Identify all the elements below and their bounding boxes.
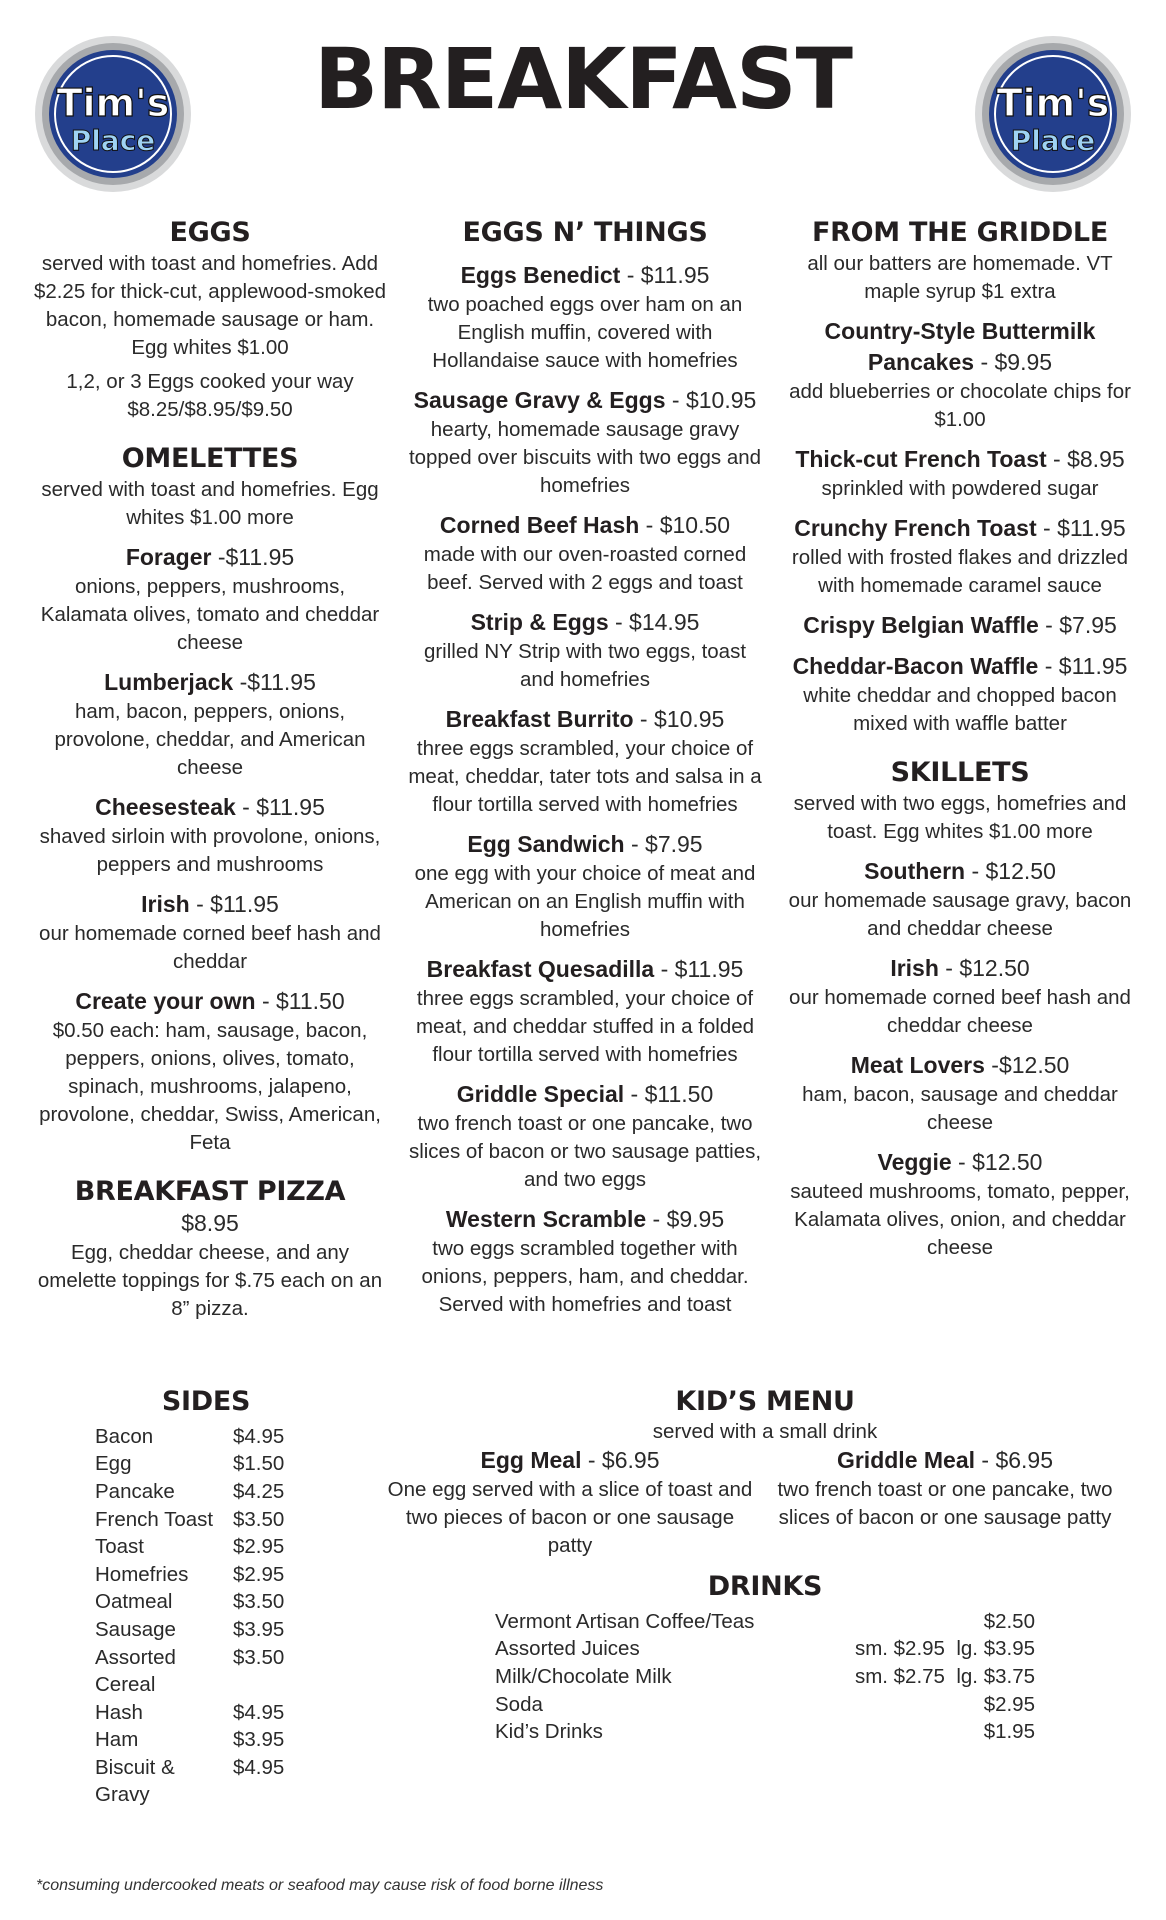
menu-item-name: Thick-cut French Toast — [795, 445, 1047, 472]
side-item-price: $3.50 — [233, 1645, 285, 1669]
side-item — [95, 1533, 325, 1561]
menu-item-price: - $7.95 — [624, 830, 703, 857]
menu-item — [780, 316, 1140, 434]
side-item — [95, 1754, 325, 1809]
menu-item-description: two french toast or one pancake, two slices of bacon or two sausage patties, and two eggs — [408, 1111, 762, 1191]
menu-item-price: - $11.95 — [620, 261, 710, 288]
menu-item-price: - $6.95 — [975, 1446, 1054, 1473]
menu-item-title — [405, 607, 765, 638]
menu-item-name: Corned Beef Hash — [439, 511, 640, 538]
menu-item-title — [30, 542, 390, 573]
menu-item-description: $0.50 each: ham, sausage, bacon, peppers, onions, olives, tomato, spinach, mushrooms, jalapeno, provolone, cheddar, Swiss, American, Feta — [39, 1018, 381, 1154]
menu-item-description: our homemade corned beef hash and cheddar cheese — [789, 985, 1131, 1037]
menu-item-title — [780, 444, 1140, 475]
menu-item-title — [780, 1147, 1140, 1178]
kids-subtitle: served with a small drink — [652, 1419, 878, 1443]
menu-item-price: - $11.95 — [1036, 514, 1126, 541]
menu-item — [780, 513, 1140, 600]
menu-item-title — [405, 954, 765, 985]
kids-menu-item — [385, 1445, 755, 1560]
page-title: BREAKFAST — [314, 30, 852, 128]
side-item-name: Oatmeal — [95, 1590, 173, 1614]
menu-item-title — [780, 1050, 1140, 1081]
menu-item-name: Create your own — [75, 987, 256, 1014]
menu-item-title — [30, 667, 390, 698]
menu-item — [30, 889, 390, 976]
side-item — [95, 1726, 325, 1754]
drink-item-price: sm. $2.95 lg. $3.95 — [854, 1637, 1035, 1661]
side-item-name: Homefries — [95, 1562, 189, 1586]
column-eggs-omelettes — [30, 216, 390, 1323]
menu-item-name: Eggs Benedict — [460, 261, 621, 288]
menu-item-name: Breakfast Quesadilla — [426, 955, 655, 982]
menu-item-price: - $10.95 — [633, 705, 725, 732]
menu-item — [780, 953, 1140, 1040]
svg-text:Tim's: Tim's — [56, 81, 170, 125]
menu-item-price: - $11.95 — [654, 955, 744, 982]
drink-item — [495, 1691, 1035, 1719]
menu-item-title — [780, 513, 1140, 544]
eggs-note: 1,2, or 3 Eggs cooked your way — [66, 369, 354, 393]
side-item — [95, 1423, 325, 1451]
menu-item-price: - $11.50 — [255, 987, 345, 1014]
menu-item — [780, 856, 1140, 943]
svg-text:Tim's: Tim's — [996, 81, 1110, 125]
side-item-name: Bacon — [95, 1424, 154, 1448]
menu-item-price: - $12.50 — [951, 1148, 1043, 1175]
drink-item — [495, 1718, 1035, 1746]
menu-item — [780, 1050, 1140, 1137]
menu-item — [780, 444, 1140, 503]
side-item — [95, 1616, 325, 1644]
menu-item-name: Western Scramble — [445, 1205, 647, 1232]
side-item-name: Biscuit & Gravy — [95, 1755, 175, 1807]
menu-item-title — [405, 1204, 765, 1235]
drink-item-price: $2.95 — [983, 1692, 1035, 1716]
drink-item-name: Assorted Juices — [495, 1637, 640, 1661]
menu-item-name: Breakfast Burrito — [445, 705, 634, 732]
menu-item-description: shaved sirloin with provolone, onions, peppers and mushrooms — [39, 824, 381, 876]
side-item-price: $4.25 — [233, 1479, 285, 1503]
menu-item-title — [405, 260, 765, 291]
side-item-price: $2.95 — [233, 1562, 285, 1586]
menu-item-name: Griddle Meal — [836, 1446, 976, 1473]
eggs-description: served with toast and homefries. Add $2.25 for thick-cut, applewood-smoked bacon, homemade sausage or ham. Egg whites $1.00 — [33, 251, 387, 359]
side-item — [95, 1478, 325, 1506]
menu-item-title — [780, 316, 1140, 378]
section-heading-sides: SIDES — [161, 1386, 251, 1417]
drink-item-price: $1.95 — [983, 1720, 1035, 1744]
menu-item-title — [30, 792, 390, 823]
menu-item-name: Irish — [890, 954, 939, 981]
menu-item-description: our homemade sausage gravy, bacon and cheddar cheese — [788, 888, 1132, 940]
menu-item — [405, 385, 765, 500]
menu-item-description: two poached eggs over ham on an English muffin, covered with Hollandaise sauce with homefries — [427, 292, 743, 372]
side-item-price: $2.95 — [233, 1535, 285, 1559]
side-item-name: Egg — [95, 1452, 132, 1476]
menu-item-price: -$11.95 — [211, 543, 295, 570]
side-item-price: $3.95 — [233, 1728, 285, 1752]
menu-item-price: - $10.95 — [665, 386, 757, 413]
drinks-section — [495, 1570, 1035, 1746]
menu-item-price: - $10.50 — [639, 511, 731, 538]
side-item-name: Pancake — [95, 1479, 175, 1503]
menu-item — [405, 607, 765, 694]
menu-item-description: three eggs scrambled, your choice of meat, cheddar, tater tots and salsa in a flour tortilla served with homefries — [408, 736, 762, 816]
menu-item-description: three eggs scrambled, your choice of meat, and cheddar stuffed in a folded flour tortilla served with homefries — [415, 986, 755, 1066]
side-item-price: $4.95 — [233, 1424, 285, 1448]
section-heading-kids: KID’S MENU — [675, 1386, 855, 1417]
menu-item-description: rolled with frosted flakes and drizzled with homemade caramel sauce — [791, 545, 1129, 597]
pizza-price: $8.95 — [181, 1210, 239, 1237]
menu-item-name: Crunchy French Toast — [794, 514, 1037, 541]
svg-text:Place: Place — [1010, 124, 1096, 157]
section-heading-pizza: BREAKFAST PIZZA — [74, 1175, 346, 1207]
menu-item-price: - $11.95 — [189, 890, 279, 917]
menu-item-name: Sausage Gravy & Eggs — [413, 386, 666, 413]
section-heading-drinks: DRINKS — [707, 1571, 823, 1602]
side-item-price: $4.95 — [233, 1755, 285, 1779]
section-heading-eggs: EGGS — [169, 217, 251, 248]
menu-item — [405, 829, 765, 944]
side-item-price: $1.50 — [233, 1452, 285, 1476]
column-griddle-skillets — [780, 216, 1140, 1262]
menu-item-price: - $7.95 — [1038, 611, 1117, 638]
menu-item-price: - $9.95 — [974, 348, 1053, 375]
menu-item-price: - $12.50 — [938, 954, 1030, 981]
side-item-name: Assorted Cereal — [95, 1645, 176, 1697]
side-item-name: Sausage — [95, 1617, 176, 1641]
side-item-name: French Toast — [95, 1507, 214, 1531]
menu-item-name: Cheesesteak — [95, 793, 236, 820]
side-item-name: Ham — [95, 1728, 139, 1752]
menu-item-name: Country-Style Buttermilk Pancakes — [824, 317, 1096, 375]
menu-item — [405, 260, 765, 375]
menu-item — [780, 651, 1140, 738]
side-item — [95, 1644, 325, 1699]
footnote: *consuming undercooked meats or seafood may cause risk of food borne illness — [36, 1877, 604, 1894]
kids-menu-item — [760, 1445, 1130, 1560]
menu-item-description: one egg with your choice of meat and American on an English muffin with homefries — [414, 861, 756, 941]
menu-item-description: onions, peppers, mushrooms, Kalamata olives, tomato and cheddar cheese — [40, 574, 380, 654]
side-item-price: $4.95 — [233, 1700, 285, 1724]
section-heading-griddle: FROM THE GRIDDLE — [812, 217, 1108, 248]
menu-item — [30, 542, 390, 657]
menu-item — [780, 1147, 1140, 1262]
menu-item — [30, 667, 390, 782]
menu-item-title — [405, 1079, 765, 1110]
drink-item-name: Soda — [495, 1692, 543, 1716]
column-eggs-n-things — [405, 216, 765, 1319]
side-item-price: $3.95 — [233, 1617, 285, 1641]
menu-item-price: - $11.95 — [235, 793, 325, 820]
menu-item-price: - $11.50 — [624, 1080, 714, 1107]
menu-item-description: made with our oven-roasted corned beef. Served with 2 eggs and toast — [423, 542, 747, 594]
menu-item — [30, 792, 390, 879]
side-item-price: $3.50 — [233, 1507, 285, 1531]
side-item — [95, 1699, 325, 1727]
menu-item-name: Southern — [864, 857, 966, 884]
menu-item-description: ham, bacon, sausage and cheddar cheese — [802, 1082, 1118, 1134]
menu-item-title — [760, 1445, 1130, 1476]
menu-item-price: - $14.95 — [608, 608, 700, 635]
side-item-price: $3.50 — [233, 1590, 285, 1614]
menu-item-price: - $11.95 — [1038, 652, 1128, 679]
drink-item-price: sm. $2.75 lg. $3.75 — [854, 1664, 1035, 1688]
menu-item-title — [405, 829, 765, 860]
drink-item-name: Milk/Chocolate Milk — [495, 1664, 672, 1688]
menu-item-title — [780, 610, 1140, 641]
menu-item-price: -$12.50 — [984, 1051, 1070, 1078]
side-item — [95, 1506, 325, 1534]
side-item — [95, 1588, 325, 1616]
menu-item-description: ham, bacon, peppers, onions, provolone, cheddar, and American cheese — [54, 699, 366, 779]
menu-item-name: Egg Sandwich — [467, 830, 625, 857]
menu-item-title — [780, 856, 1140, 887]
menu-item-description: grilled NY Strip with two eggs, toast and homefries — [423, 639, 747, 691]
menu-item-price: - $12.50 — [965, 857, 1056, 884]
menu-item-price: - $6.95 — [581, 1446, 660, 1473]
menu-item — [405, 704, 765, 819]
menu-item-name: Irish — [141, 890, 190, 917]
menu-item-title — [405, 510, 765, 541]
drink-item-name: Vermont Artisan Coffee/Teas — [495, 1609, 755, 1633]
drink-item-price: $2.50 — [983, 1609, 1035, 1633]
kids-menu-section — [387, 1385, 1130, 1560]
menu-item-description: two french toast or one pancake, two slices of bacon or one sausage patty — [777, 1477, 1113, 1529]
menu-item-name: Meat Lovers — [850, 1051, 985, 1078]
menu-item-name: Griddle Special — [456, 1080, 625, 1107]
menu-item-name: Egg Meal — [480, 1446, 582, 1473]
menu-item-title — [30, 889, 390, 920]
menu-item-title — [780, 953, 1140, 984]
menu-item-price: - $9.95 — [646, 1205, 725, 1232]
section-heading-skillets: SKILLETS — [890, 756, 1030, 788]
menu-item-description: white cheddar and chopped bacon mixed with waffle batter — [803, 683, 1117, 735]
drink-item — [495, 1635, 1035, 1663]
menu-item-description: One egg served with a slice of toast and two pieces of bacon or one sausage patty — [387, 1477, 753, 1557]
menu-item-name: Veggie — [877, 1148, 952, 1175]
menu-item-price: - $8.95 — [1046, 445, 1125, 472]
menu-item-description: two eggs scrambled together with onions, peppers, ham, and cheddar. Served with homefries and toast — [421, 1236, 749, 1316]
menu-item — [405, 1204, 765, 1319]
menu-item-description: hearty, homemade sausage gravy topped over biscuits with two eggs and homefries — [408, 417, 762, 497]
menu-item-title — [405, 704, 765, 735]
menu-item-title — [405, 385, 765, 416]
skillets-description: served with two eggs, homefries and toast. Egg whites $1.00 more — [793, 791, 1127, 843]
menu-item-description: add blueberries or chocolate chips for $1.00 — [789, 379, 1131, 431]
menu-item — [780, 610, 1140, 641]
griddle-description: all our batters are homemade. VT maple syrup $1 extra — [807, 251, 1113, 303]
svg-text:Place: Place — [70, 124, 156, 157]
menu-item — [30, 986, 390, 1157]
menu-item-description: sauteed mushrooms, tomato, pepper, Kalamata olives, onion, and cheddar cheese — [790, 1179, 1130, 1259]
menu-item-name: Crispy Belgian Waffle — [803, 611, 1039, 638]
drink-item-name: Kid’s Drinks — [495, 1720, 603, 1744]
drink-item — [495, 1608, 1035, 1636]
menu-item-title — [780, 651, 1140, 682]
eggs-prices: $8.25/$8.95/$9.50 — [127, 397, 293, 421]
menu-item-name: Cheddar-Bacon Waffle — [792, 652, 1039, 679]
sides-section — [95, 1385, 325, 1809]
menu-item-price: -$11.95 — [233, 668, 316, 695]
pizza-description: Egg, cheddar cheese, and any omelette toppings for $.75 each on an 8” pizza. — [37, 1241, 383, 1321]
omelettes-description: served with toast and homefries. Egg whites $1.00 more — [41, 477, 379, 529]
menu-item-name: Lumberjack — [104, 668, 234, 695]
drink-item — [495, 1663, 1035, 1691]
section-heading-omelettes: OMELETTES — [121, 442, 299, 474]
menu-item — [405, 1079, 765, 1194]
menu-item-title — [30, 986, 390, 1017]
menu-item-description: our homemade corned beef hash and cheddar — [39, 921, 381, 973]
menu-item-name: Strip & Eggs — [470, 608, 609, 635]
side-item-name: Hash — [95, 1700, 143, 1724]
menu-item — [405, 510, 765, 597]
side-item-name: Toast — [95, 1535, 144, 1559]
menu-item-title — [385, 1445, 755, 1476]
section-heading-eggs-n-things: EGGS N’ THINGS — [462, 217, 708, 248]
side-item — [95, 1561, 325, 1589]
side-item — [95, 1450, 325, 1478]
menu-item — [405, 954, 765, 1069]
menu-item-name: Forager — [125, 543, 212, 570]
menu-item-description: sprinkled with powdered sugar — [821, 476, 1099, 500]
